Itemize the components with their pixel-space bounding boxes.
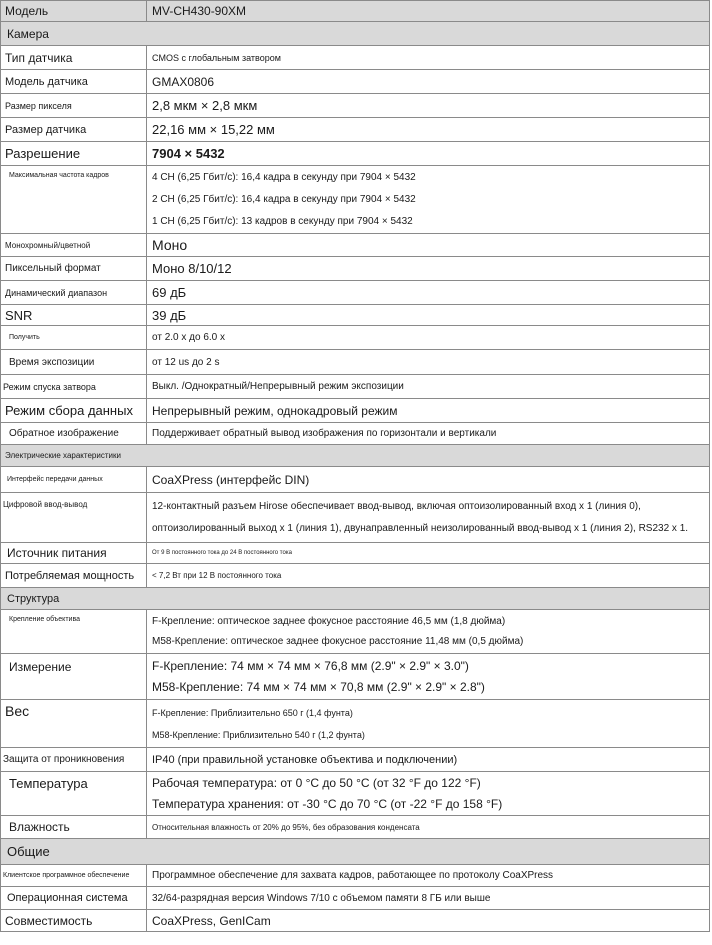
spec-value: 32/64-разрядная версия Windows 7/10 с объемом памяти 8 ГБ или выше [152, 892, 491, 904]
spec-value: CoaXPress, GenICam [152, 913, 271, 928]
spec-row-gain [0, 326, 710, 350]
spec-label: Потребляемая мощность [1, 564, 147, 587]
spec-row-power-supply [0, 543, 710, 564]
spec-label: Влажность [1, 816, 147, 838]
spec-row-dynamic-range [0, 281, 710, 305]
spec-value: CoaXPress (интерфейс DIN) [152, 472, 310, 487]
spec-label: Режим сбора данных [1, 399, 147, 422]
model-value: MV-CH430-90XM [152, 4, 247, 18]
spec-row-ingress-protection [0, 748, 710, 772]
spec-label: Вес [1, 700, 147, 747]
spec-value-line: M58-Крепление: оптическое заднее фокусное расстояние 11,48 мм (0,5 дюйма) [152, 635, 524, 647]
spec-row-dimension [0, 654, 710, 700]
spec-row-pixel-format [0, 257, 710, 281]
spec-row-snr [0, 305, 710, 326]
spec-row-shutter-mode [0, 375, 710, 399]
spec-value: Поддерживает обратный вывод изображения по горизонтали и вертикали [152, 428, 497, 439]
spec-label: Защита от проникновения [1, 748, 147, 771]
spec-label: Температура [1, 772, 147, 815]
section-title: Общие [7, 844, 50, 859]
spec-row-client-software [0, 865, 710, 887]
spec-value: Непрерывный режим, однокадровый режим [152, 403, 398, 418]
spec-row-pixel-size [0, 94, 710, 118]
spec-value-line: M58-Крепление: 74 мм × 74 мм × 70,8 мм (2.9" × 2.9" × 2.8") [152, 679, 485, 694]
spec-row-sensor-type [0, 46, 710, 70]
spec-value-line: Рабочая температура: от 0 °C до 50 °C (от 32 °F до 122 °F) [152, 775, 481, 790]
spec-label: SNR [1, 305, 147, 325]
section-camera [0, 22, 710, 46]
section-structure [0, 588, 710, 610]
spec-row-resolution [0, 142, 710, 166]
spec-value: IP40 (при правильной установке объектива и подключении) [152, 753, 458, 766]
spec-row-lens-mount [0, 610, 710, 654]
spec-label: Обратное изображение [1, 423, 147, 444]
spec-value-line: Температура хранения: от -30 °C до 70 °C (от -22 °F до 158 °F) [152, 796, 503, 811]
spec-row-os [0, 887, 710, 910]
spec-label: Размер пикселя [1, 94, 147, 117]
spec-value: Моно [152, 237, 188, 253]
spec-value: От 9 В постоянного тока до 24 В постоянного тока [152, 550, 292, 556]
spec-row-reverse-image [0, 423, 710, 445]
spec-row-acquisition-mode [0, 399, 710, 423]
spec-label: Монохромный/цветной [1, 234, 147, 256]
spec-row-max-frame-rate [0, 166, 710, 234]
spec-label: Размер датчика [1, 118, 147, 141]
section-electrical [0, 445, 710, 467]
spec-label: Модель датчика [1, 70, 147, 93]
spec-row-weight [0, 700, 710, 748]
spec-row-sensor-size [0, 118, 710, 142]
spec-label: Измерение [1, 654, 147, 699]
spec-label: Режим спуска затвора [1, 375, 147, 398]
spec-row-digital-io [0, 493, 710, 543]
model-label: Модель [1, 1, 147, 21]
spec-label: Пиксельный формат [1, 257, 147, 280]
spec-value: от 12 us до 2 s [152, 356, 220, 368]
spec-value: 22,16 мм × 15,22 мм [152, 122, 275, 137]
spec-label: Операционная система [1, 887, 147, 909]
spec-value: Выкл. /Однократный/Непрерывный режим экспозиции [152, 381, 404, 392]
spec-label: Максимальная частота кадров [1, 166, 147, 233]
spec-value: Относительная влажность от 20% до 95%, без образования конденсата [152, 822, 420, 832]
spec-label: Разрешение [1, 142, 147, 165]
spec-label: Совместимость [1, 910, 147, 931]
section-title: Камера [7, 26, 49, 41]
spec-label: Источник питания [1, 543, 147, 563]
spec-label: Получить [1, 326, 147, 349]
section-general [0, 839, 710, 865]
spec-row-data-interface [0, 467, 710, 493]
spec-value: Моно 8/10/12 [152, 261, 232, 276]
spec-row-exposure-time [0, 350, 710, 375]
spec-value: CMOS с глобальным затвором [152, 52, 281, 63]
spec-value: 69 дБ [152, 285, 187, 300]
spec-row-power-consumption [0, 564, 710, 588]
spec-value: 7904 × 5432 [152, 146, 225, 161]
spec-value-line: M58-Крепление: Приблизительно 540 г (1,2 фунта) [152, 729, 365, 740]
spec-value: от 2.0 x до 6.0 x [152, 332, 226, 343]
spec-row-mono-color [0, 234, 710, 257]
spec-value-line: 2 CH (6,25 Гбит/с): 16,4 кадра в секунду при 7904 × 5432 [152, 193, 416, 205]
section-title: Структура [7, 592, 60, 605]
spec-value-line: F-Крепление: оптическое заднее фокусное расстояние 46,5 мм (1,8 дюйма) [152, 615, 506, 627]
model-row [0, 1, 710, 22]
spec-value: Программное обеспечение для захвата кадров, работающее по протоколу CoaXPress [152, 870, 554, 881]
spec-label: Динамический диапазон [1, 281, 147, 304]
spec-label: Клиентское программное обеспечение [1, 865, 147, 886]
spec-value-line: 4 CH (6,25 Гбит/с): 16,4 кадра в секунду при 7904 × 5432 [152, 171, 416, 183]
section-title: Электрические характеристики [5, 451, 121, 460]
spec-value: < 7,2 Вт при 12 В постоянного тока [152, 571, 282, 580]
spec-value: GMAX0806 [152, 74, 215, 89]
spec-value: 39 дБ [152, 307, 187, 323]
spec-value-line: F-Крепление: 74 мм × 74 мм × 76,8 мм (2.9" × 2.9" × 3.0") [152, 658, 469, 673]
spec-row-temperature [0, 772, 710, 816]
spec-label: Время экспозиции [1, 350, 147, 374]
spec-value-line: F-Крепление: Приблизительно 650 г (1,4 фунта) [152, 707, 353, 718]
spec-row-sensor-model [0, 70, 710, 94]
spec-label: Тип датчика [1, 46, 147, 69]
spec-label: Цифровой ввод-вывод [1, 493, 147, 542]
spec-row-compatibility [0, 910, 710, 932]
spec-value: 2,8 мкм × 2,8 мкм [152, 98, 258, 113]
spec-value-line: 12-контактный разъем Hirose обеспечивает ввод-вывод, включая оптоизолированный вход x 1 (линия 0), [152, 500, 641, 512]
spec-row-humidity [0, 816, 710, 839]
spec-label: Интерфейс передачи данных [1, 467, 147, 492]
spec-value-line: 1 CH (6,25 Гбит/с): 13 кадров в секунду при 7904 × 5432 [152, 215, 413, 227]
spec-value-line: оптоизолированный выход x 1 (линия 1), двунаправленный неизолированный ввод-вывод x 1 (линия 2), RS232 x 1. [152, 522, 689, 534]
spec-label: Крепление объектива [1, 610, 147, 653]
